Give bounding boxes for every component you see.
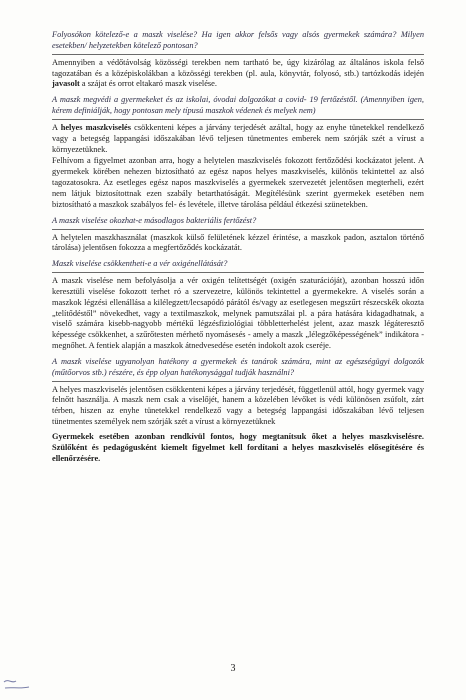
answer-2b: Felhívom a figyelmet azonban arra, hogy a helytelen maszkviselés fokozott fertőződési kockázatot jelent. A gyermekek körében nehezen biztosítható az egész napos helyes maszkviselés, különös tekintettel az alsó tagozatosokra. Az esetleges egész napos maszkviselés a gyermekek szervezetét jelentősen megterheli, ezért nem látjuk biztosítottnak ezen szabály betarthatóságát. Megítélésünk szerint gyermekek esetében nem biztosítható a maszkok szabályos fel- és levétele, illetve tárolása például étkezési szünetekben.	[52, 156, 424, 209]
answer-3: A helytelen maszkhasználat (maszkok külső felületének kézzel érintése, a maszkok padon, asztalon történő tárolása) jelentősen fokozza a megfertőződés kockázatát.	[52, 232, 424, 253]
emphasis-text: helyes maszkviselés	[60, 122, 132, 132]
question-2: A maszk megvédi a gyermekeket és az iskolai, óvodai dolgozókat a covid- 19 fertőzéstől. (Amennyiben igen, kérem definiálják, hogy pontosan mely típusú maszkok védenek és melyek nem)	[52, 95, 424, 120]
answer-5: A helyes maszkviselés jelentősen csökkenteni képes a járvány terjedését, függetlenül attól, hogy gyermek vagy felnőtt használja. A maszk nem csak a viselőjét, hanem a közelében lévőket is védi különösen zsúfolt, zárt térben, hiszen az enyhe tünetekkel rendelkező vagy a betegség lappangási időszakában lévő teljesen tünetmentes személyek nem szórják szét a vírust a környezetüknek	[52, 384, 424, 427]
answer-4: A maszk viselése nem befolyásolja a vér oxigén telítettségét (oxigén szaturációját), azonban hosszú időn keresztüli viselése fokozott terhet ró a szervezetre, különös tekintettel a gyermekekre. A viselés során a maszkok légzési ellenállása a kilélegzett/lecsapódó párától és/vagy az esetlegesen megszűrt részecskék okozta „telítődéstől” növekedhet, vagy a textilmaszkok, melynek pamutszálai pl. a pára hatására kidagadhatnak, a viselő számára kisebb-nagyobb mértékű légzésfiziológiai többletterhelést jelent, azaz maszk légáteresztő képessége csökkenhet, a szűrőtesten mérhető nyomásesés - amely a maszk „lélegzőképességének” indikátora - megnőhet. A fentiek alapján a maszkok átnedvesedése esetén indokolt azok cseréje.	[52, 276, 424, 351]
question-1: Folyosókon kötelező-e a maszk viselése? Ha igen akkor felsős vagy alsós gyermekek számára? Milyen esetekben/ helyzetekben kötelező pontosan?	[52, 30, 424, 55]
answer-2a	[52, 123, 424, 156]
closing-statement: Gyermekek esetében azonban rendkívül fontos, hogy megtanítsuk őket a helyes maszkviselésre. Szülőként és pedagógusként kiemelt figyelmet kell fordítani a helyes maszkviselés elősegítésére és ellenőrzésére.	[52, 432, 424, 463]
emphasis-text: javasolt	[52, 79, 80, 89]
question-3: A maszk viselése okozhat-e másodlagos bakteriális fertőzést?	[52, 216, 424, 230]
text-run: Amennyiben a védőtávolság közösségi terekben nem tartható be, úgy kizárólag az általános iskola felső tagozatában és a középiskolákban a közösségi terekben (pl. aula, könyvtár, folyosó, stb.) tartózkodás idején	[52, 57, 424, 78]
question-4: Maszk viselése csökkentheti-e a vér oxigénellátását?	[52, 259, 424, 273]
page-number: 3	[230, 663, 236, 674]
document-page	[52, 30, 424, 465]
text-run: a szájat és orrot eltakaró maszk viselése.	[79, 79, 217, 89]
question-5: A maszk viselése ugyanolyan hatékony a gyermekek és tanárok számára, mint az egészségügyi dolgozók (műtőorvos stb.) részére, és épp olyan hatékonysággal tudják használni?	[52, 357, 424, 382]
handwritten-mark-icon	[2, 668, 32, 692]
text-run: csökkenteni képes a járvány terjedését azáltal, hogy az enyhe tünetekkel rendelkező vagy a betegség lappangási időszakában lévő teljesen tünetmentes emberek nem szórják szét a vírust a környezetüknek.	[52, 122, 424, 154]
text-run: A	[52, 122, 61, 132]
answer-1	[52, 58, 424, 91]
